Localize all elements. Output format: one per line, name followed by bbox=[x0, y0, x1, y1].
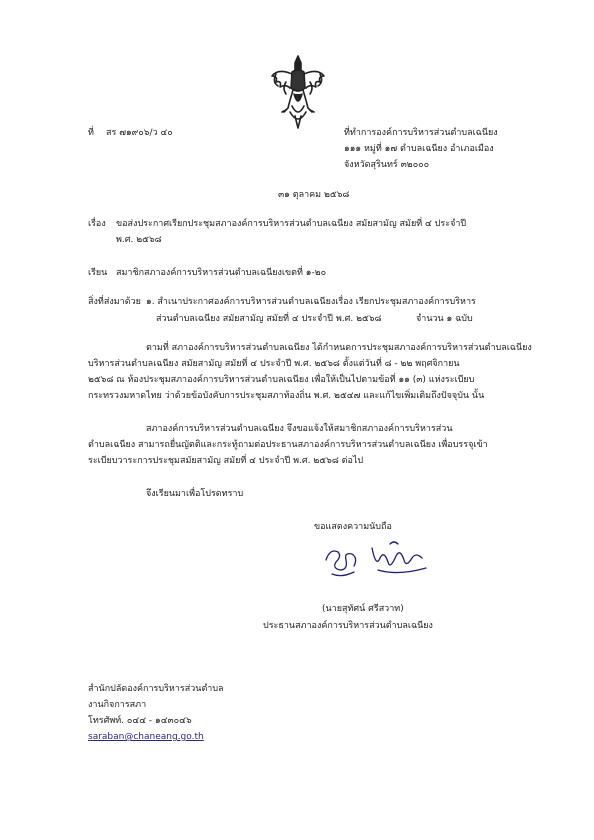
letter-date: ๓๑ ตุลาคม ๒๕๖๘ bbox=[278, 190, 350, 200]
enclosure-quantity: จำนวน ๑ ฉบับ bbox=[416, 314, 473, 324]
body-para-2-line-2: ตำบลเฉนียง สามารถยื่นญัตติและกระทู้ถามต่อประธานสภาองค์การบริหารส่วนตำบลเฉนียง เพื่อบรรจุเข้า bbox=[88, 440, 488, 450]
body-para-2-line-3: ระเบียบวาระการประชุมสมัยสามัญ สมัยที่ ๔ ประจำปี พ.ศ. ๒๕๖๘ ต่อไป bbox=[88, 456, 364, 466]
subject-line-2: พ.ศ. ๒๕๖๘ bbox=[116, 235, 162, 245]
body-para-2-line-1: สภาองค์การบริหารส่วนตำบลเฉนียง จึงขอแจ้งให้สมาชิกสภาองค์การบริหารส่วน bbox=[146, 424, 453, 434]
regards-text: ขอแสดงความนับถือ bbox=[314, 522, 392, 532]
signatory-name: (นายสุทัศน์ ศรีสวาท) bbox=[322, 604, 404, 614]
sender-address-line-3: จังหวัดสุรินทร์ ๓๒๐๐๐ bbox=[344, 160, 430, 170]
enclosure-label: สิ่งที่ส่งมาด้วย bbox=[88, 297, 141, 307]
sender-address-line-2: ๑๑๑ หมู่ที่ ๑๗ ตำบลเฉนียง อำเภอเมือง bbox=[344, 144, 494, 154]
recipient-text: สมาชิกสภาองค์การบริหารส่วนตำบลเฉนียงเขตที่ ๑-๒๐ bbox=[116, 268, 327, 278]
body-para-1-line-3: ๒๕๖๘ ณ ห้องประชุมสภาองค์การบริหารส่วนตำบลเฉนียง เพื่อให้เป็นไปตามข้อที่ ๑๑ (๓) แห่งระเบียบ bbox=[88, 375, 475, 385]
handwritten-signature bbox=[318, 538, 438, 583]
body-para-1-line-2: บริหารส่วนตำบลเฉนียง สมัยสามัญ สมัยที่ ๔ ประจำปี พ.ศ. ๒๕๖๘ ตั้งแต่วันที่ ๘ - ๒๒ พฤศจิกายน bbox=[88, 359, 460, 369]
ref-number: สร ๗๑๙๐๖/ว ๔๐ bbox=[106, 128, 173, 138]
footer-phone: โทรศัพท์. ๐๔๔ - ๑๔๓๐๔๖ bbox=[88, 716, 192, 726]
footer-office: สำนักปลัดองค์การบริหารส่วนตำบล bbox=[88, 684, 224, 694]
footer-unit: งานกิจการสภา bbox=[88, 700, 147, 710]
enclosure-line-2: ส่วนตำบลเฉนียง สมัยสามัญ สมัยที่ ๔ ประจำปี พ.ศ. ๒๕๖๘ bbox=[156, 314, 382, 324]
subject-label: เรื่อง bbox=[88, 219, 106, 229]
closing-text: จึงเรียนมาเพื่อโปรดทราบ bbox=[146, 489, 244, 499]
recipient-label: เรียน bbox=[88, 268, 108, 278]
footer-email-link[interactable]: saraban@chaneang.go.th bbox=[88, 732, 204, 742]
enclosure-line-1: ๑. สำเนาประกาศองค์การบริหารส่วนตำบลเฉนียงเรื่อง เรียกประชุมสภาองค์การบริหาร bbox=[146, 297, 476, 307]
body-para-1-line-4: กระทรวงมหาดไทย ว่าด้วยข้อบังคับการประชุมสภาท้องถิ่น พ.ศ. ๒๕๔๗ และแก้ไขเพิ่มเติมถึงปัจจุบัน นั้น bbox=[88, 391, 485, 401]
subject-line-1: ขอส่งประกาศเรียกประชุมสภาองค์การบริหารส่วนตำบลเฉนียง สมัยสามัญ สมัยที่ ๔ ประจำปี bbox=[116, 219, 467, 229]
body-para-1-line-1: ตามที่ สภาองค์การบริหารส่วนตำบลเฉนียง ได้กำหนดการประชุมสภาองค์การบริหารส่วนตำบลเฉนียง bbox=[146, 343, 532, 353]
sender-address-line-1: ที่ทำการองค์การบริหารส่วนตำบลเฉนียง bbox=[344, 128, 498, 138]
garuda-emblem-icon bbox=[268, 52, 328, 132]
ref-label: ที่ bbox=[88, 128, 94, 138]
signatory-position: ประธานสภาองค์การบริหารส่วนตำบลเฉนียง bbox=[263, 621, 433, 631]
